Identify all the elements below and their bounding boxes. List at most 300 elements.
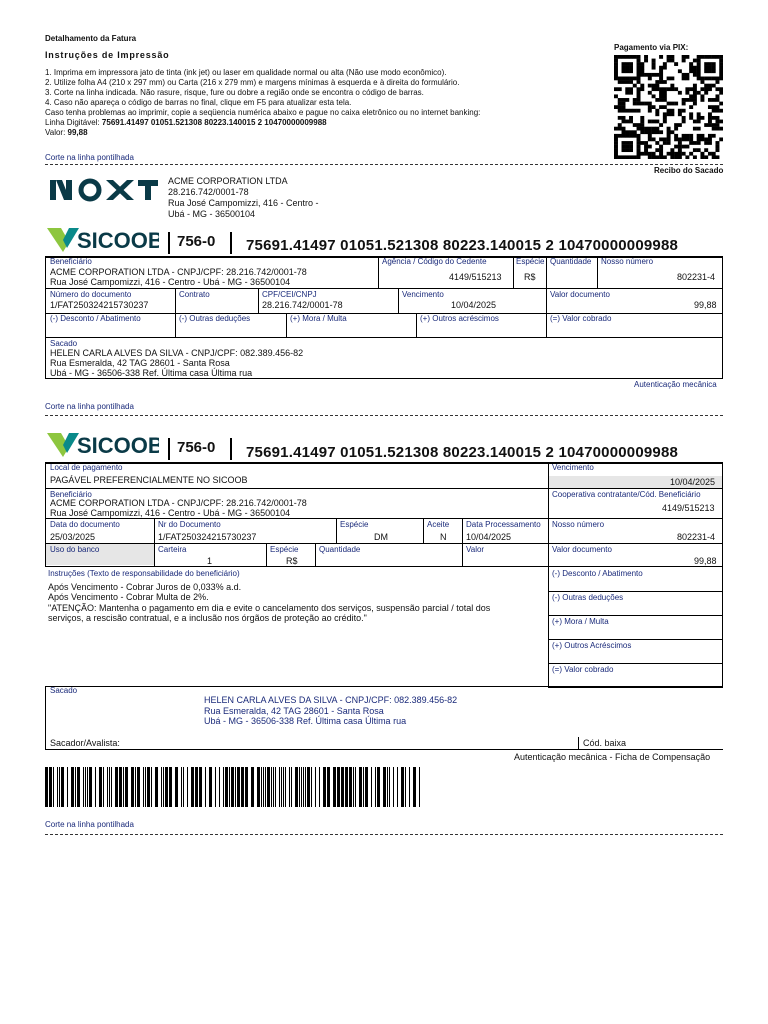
qr-module bbox=[629, 145, 633, 149]
qr-module bbox=[682, 145, 686, 149]
recibo-contrato-label: Contrato bbox=[179, 290, 210, 299]
qr-module bbox=[637, 77, 641, 81]
qr-module bbox=[629, 120, 633, 124]
qr-module bbox=[689, 134, 693, 138]
qr-module bbox=[670, 130, 674, 134]
barcode-bar bbox=[115, 767, 118, 807]
qr-module bbox=[644, 148, 648, 152]
qr-module bbox=[715, 123, 719, 127]
qr-module bbox=[682, 73, 686, 77]
barcode-bar bbox=[419, 767, 420, 807]
bank-name: SICOOB bbox=[77, 228, 159, 253]
qr-module bbox=[640, 116, 644, 120]
qr-module bbox=[637, 123, 641, 127]
barcode-bar bbox=[289, 767, 290, 807]
barcode-bar bbox=[389, 767, 390, 807]
barcode-bar bbox=[147, 767, 150, 807]
qr-module bbox=[625, 155, 629, 159]
qr-module bbox=[682, 116, 686, 120]
barcode-bar bbox=[99, 767, 102, 807]
qr-module bbox=[648, 130, 652, 134]
qr-module bbox=[697, 134, 701, 138]
barcode-bar bbox=[229, 767, 230, 807]
qr-module bbox=[659, 123, 663, 127]
qr-module bbox=[674, 145, 678, 149]
barcode-bar bbox=[223, 767, 224, 807]
qr-module bbox=[659, 80, 663, 84]
sicoob-logo bbox=[47, 431, 159, 464]
qr-module bbox=[640, 130, 644, 134]
recibo-outros-acrescimos-label: (+) Outros acréscimos bbox=[420, 314, 499, 323]
qr-module bbox=[622, 116, 626, 120]
cut-line bbox=[45, 164, 723, 165]
qr-module bbox=[640, 102, 644, 106]
qr-module bbox=[663, 155, 667, 159]
qr-module bbox=[678, 69, 682, 73]
ficha-local-label: Local de pagamento bbox=[50, 463, 123, 472]
qr-module bbox=[697, 73, 701, 77]
barcode-bar bbox=[333, 767, 336, 807]
qr-module bbox=[637, 152, 641, 156]
qr-module bbox=[659, 94, 663, 98]
barcode-bar bbox=[83, 767, 84, 807]
qr-module bbox=[618, 134, 622, 138]
qr-module bbox=[670, 102, 674, 106]
qr-module bbox=[614, 155, 618, 159]
recibo-autenticacao: Autenticação mecânica bbox=[634, 380, 717, 389]
qr-module bbox=[659, 98, 663, 102]
qr-module bbox=[614, 77, 618, 81]
qr-module bbox=[622, 141, 626, 145]
qr-module bbox=[614, 152, 618, 156]
qr-module bbox=[697, 112, 701, 116]
qr-module bbox=[648, 145, 652, 149]
qr-module bbox=[712, 55, 716, 59]
qr-module bbox=[637, 66, 641, 70]
qr-module bbox=[719, 73, 723, 77]
recibo-agencia-label: Agência / Código do Cedente bbox=[382, 257, 487, 266]
qr-module bbox=[618, 105, 622, 109]
qr-module bbox=[659, 155, 663, 159]
qr-module bbox=[719, 120, 723, 124]
qr-module bbox=[708, 55, 712, 59]
qr-module bbox=[689, 152, 693, 156]
qr-module bbox=[678, 155, 682, 159]
qr-module bbox=[648, 134, 652, 138]
qr-module bbox=[622, 77, 626, 81]
qr-module bbox=[685, 87, 689, 91]
barcode-bar bbox=[295, 767, 298, 807]
ficha-cod-baixa-label: Cód. baixa bbox=[583, 738, 627, 748]
qr-module bbox=[667, 141, 671, 145]
qr-module bbox=[633, 109, 637, 113]
qr-module bbox=[697, 59, 701, 63]
qr-module bbox=[659, 73, 663, 77]
qr-module bbox=[663, 94, 667, 98]
qr-module bbox=[652, 94, 656, 98]
qr-module bbox=[682, 55, 686, 59]
qr-module bbox=[655, 112, 659, 116]
ficha-carteira-value: 1 bbox=[207, 556, 213, 566]
qr-module bbox=[640, 62, 644, 66]
qr-module bbox=[704, 137, 708, 141]
qr-module bbox=[697, 120, 701, 124]
barcode-bar bbox=[161, 767, 162, 807]
barcode-bar bbox=[125, 767, 128, 807]
qr-module bbox=[640, 120, 644, 124]
linha-digitavel[interactable]: 75691.41497 01051.521308 80223.140015 2 10470000009988 bbox=[246, 237, 679, 254]
ficha-data-doc-value: 25/03/2025 bbox=[50, 532, 96, 542]
qr-module bbox=[719, 66, 723, 70]
qr-module bbox=[622, 134, 626, 138]
qr-module bbox=[712, 98, 716, 102]
qr-module bbox=[708, 62, 712, 66]
recibo-sacado-line2: Rua Esmeralda, 42 TAG 28601 - Santa Rosa bbox=[50, 358, 230, 368]
qr-module bbox=[689, 87, 693, 91]
qr-module bbox=[697, 127, 701, 131]
recibo-valor-doc-value: 99,88 bbox=[694, 300, 717, 310]
barcode-bar bbox=[261, 767, 262, 807]
qr-module bbox=[693, 98, 697, 102]
qr-module bbox=[667, 134, 671, 138]
qr-module bbox=[663, 62, 667, 66]
qr-module bbox=[719, 127, 723, 131]
qr-module bbox=[712, 62, 716, 66]
qr-module bbox=[614, 55, 618, 59]
ficha-mora-label: (+) Mora / Multa bbox=[552, 617, 609, 626]
recibo-agencia-value: 4149/515213 bbox=[449, 272, 502, 282]
qr-module bbox=[648, 120, 652, 124]
linha-digitavel[interactable]: 75691.41497 01051.521308 80223.140015 2 10470000009988 bbox=[246, 444, 679, 461]
ficha-uso-banco-label: Uso do banco bbox=[50, 545, 100, 554]
qr-module bbox=[629, 66, 633, 70]
qr-module bbox=[622, 69, 626, 73]
qr-module bbox=[652, 127, 656, 131]
recibo-numero-doc-label: Número do documento bbox=[50, 290, 132, 299]
qr-module bbox=[704, 155, 708, 159]
qr-module bbox=[693, 87, 697, 91]
barcode-bar bbox=[401, 767, 404, 807]
qr-module bbox=[708, 116, 712, 120]
qr-module bbox=[648, 84, 652, 88]
qr-module bbox=[678, 145, 682, 149]
recibo-beneficiario-line2: Rua José Campomizzi, 416 - Centro - Ubá - MG - 36500104 bbox=[50, 277, 291, 287]
recibo-beneficiario-line1: ACME CORPORATION LTDA - CNPJ/CPF: 28.216.742/0001-78 bbox=[50, 267, 307, 277]
barcode-bar bbox=[279, 767, 280, 807]
qr-module bbox=[697, 66, 701, 70]
qr-module bbox=[674, 137, 678, 141]
qr-module bbox=[625, 66, 629, 70]
qr-module bbox=[633, 134, 637, 138]
qr-module bbox=[648, 155, 652, 159]
qr-module bbox=[648, 137, 652, 141]
barcode-bar bbox=[319, 767, 320, 807]
qr-module bbox=[719, 87, 723, 91]
barcode-bar bbox=[53, 767, 54, 807]
qr-module bbox=[633, 98, 637, 102]
barcode-bar bbox=[311, 767, 312, 807]
qr-module bbox=[629, 91, 633, 95]
ficha-valor-label: Valor bbox=[466, 545, 485, 554]
recibo-especie-label: Espécie bbox=[516, 257, 545, 266]
barcode-bar bbox=[365, 767, 368, 807]
qr-module bbox=[625, 145, 629, 149]
barcode-bar bbox=[355, 767, 356, 807]
qr-module bbox=[614, 145, 618, 149]
qr-module bbox=[625, 55, 629, 59]
qr-module bbox=[697, 77, 701, 81]
company-info bbox=[168, 176, 319, 220]
company-address: Rua José Campomizzi, 416 - Centro - bbox=[168, 198, 319, 208]
qr-module bbox=[719, 102, 723, 106]
barcode-bar bbox=[89, 767, 92, 807]
qr-module bbox=[708, 105, 712, 109]
barcode-bar bbox=[353, 767, 354, 807]
qr-module bbox=[625, 87, 629, 91]
qr-module bbox=[655, 73, 659, 77]
qr-module bbox=[622, 130, 626, 134]
barcode-bar bbox=[327, 767, 330, 807]
qr-module bbox=[682, 120, 686, 124]
qr-module bbox=[667, 130, 671, 134]
qr-module bbox=[622, 80, 626, 84]
qr-module bbox=[678, 148, 682, 152]
page-title: Detalhamento da Fatura bbox=[45, 34, 137, 43]
qr-module bbox=[704, 84, 708, 88]
qr-module bbox=[708, 120, 712, 124]
pix-qr-code[interactable] bbox=[614, 55, 723, 159]
qr-module bbox=[618, 155, 622, 159]
qr-module bbox=[614, 62, 618, 66]
qr-module bbox=[667, 152, 671, 156]
qr-module bbox=[685, 73, 689, 77]
qr-module bbox=[644, 102, 648, 106]
qr-module bbox=[712, 123, 716, 127]
ficha-data-proc-label: Data Processamento bbox=[466, 520, 541, 529]
qr-module bbox=[678, 152, 682, 156]
qr-module bbox=[689, 105, 693, 109]
qr-module bbox=[629, 148, 633, 152]
qr-module bbox=[700, 87, 704, 91]
qr-module bbox=[625, 69, 629, 73]
barcode-bar bbox=[345, 767, 348, 807]
qr-module bbox=[622, 155, 626, 159]
qr-module bbox=[652, 130, 656, 134]
qr-module bbox=[614, 141, 618, 145]
qr-module bbox=[637, 94, 641, 98]
barcode-bar bbox=[263, 767, 264, 807]
qr-module bbox=[689, 116, 693, 120]
qr-module bbox=[637, 148, 641, 152]
qr-module bbox=[685, 55, 689, 59]
qr-module bbox=[704, 148, 708, 152]
barcode-bar bbox=[377, 767, 380, 807]
qr-module bbox=[693, 69, 697, 73]
qr-module bbox=[622, 62, 626, 66]
qr-module bbox=[670, 112, 674, 116]
barcode-bar bbox=[199, 767, 202, 807]
qr-module bbox=[614, 137, 618, 141]
qr-module bbox=[712, 152, 716, 156]
qr-module bbox=[712, 66, 716, 70]
qr-module bbox=[659, 66, 663, 70]
barcode-bar bbox=[151, 767, 152, 807]
ficha-local-value: PAGÁVEL PREFERENCIALMENTE NO SICOOB bbox=[50, 475, 248, 485]
qr-module bbox=[640, 87, 644, 91]
barcode-bar bbox=[103, 767, 104, 807]
qr-module bbox=[708, 84, 712, 88]
qr-module bbox=[712, 155, 716, 159]
bank-code: 756-0 bbox=[177, 439, 216, 456]
qr-module bbox=[640, 84, 644, 88]
qr-module bbox=[682, 98, 686, 102]
ficha-desconto-label: (-) Desconto / Abatimento bbox=[552, 569, 643, 578]
qr-module bbox=[629, 109, 633, 113]
company-name: ACME CORPORATION LTDA bbox=[168, 176, 288, 186]
barcode-bar bbox=[231, 767, 234, 807]
barcode-bar bbox=[409, 767, 410, 807]
qr-module bbox=[655, 148, 659, 152]
qr-module bbox=[637, 80, 641, 84]
qr-module bbox=[670, 59, 674, 63]
qr-module bbox=[697, 69, 701, 73]
qr-module bbox=[637, 73, 641, 77]
qr-module bbox=[640, 66, 644, 70]
barcode-bar bbox=[301, 767, 302, 807]
company-cnpj: 28.216.742/0001-78 bbox=[168, 187, 249, 197]
qr-module bbox=[652, 155, 656, 159]
barcode-bar bbox=[187, 767, 188, 807]
qr-module bbox=[685, 155, 689, 159]
qr-module bbox=[708, 152, 712, 156]
barcode-bar bbox=[303, 767, 304, 807]
qr-module bbox=[644, 55, 648, 59]
qr-module bbox=[719, 62, 723, 66]
qr-module bbox=[708, 112, 712, 116]
qr-module bbox=[622, 55, 626, 59]
ficha-vencimento-value: 10/04/2025 bbox=[670, 477, 716, 487]
qr-module bbox=[667, 59, 671, 63]
qr-module bbox=[655, 141, 659, 145]
barcode-bar bbox=[383, 767, 386, 807]
qr-module bbox=[629, 116, 633, 120]
recibo-cpf-label: CPF/CEI/CNPJ bbox=[262, 290, 317, 299]
qr-module bbox=[637, 69, 641, 73]
qr-module bbox=[712, 84, 716, 88]
barcode-bar bbox=[111, 767, 112, 807]
ficha-beneficiario-line1: ACME CORPORATION LTDA - CNPJ/CPF: 28.216.742/0001-78 bbox=[50, 498, 307, 508]
barcode-bar bbox=[209, 767, 212, 807]
barcode-bar bbox=[371, 767, 372, 807]
recibo-valor-cobrado-label: (=) Valor cobrado bbox=[550, 314, 612, 323]
qr-module bbox=[697, 148, 701, 152]
barcode-bar bbox=[291, 767, 292, 807]
qr-module bbox=[644, 145, 648, 149]
qr-module bbox=[640, 141, 644, 145]
ficha-instrucao: Após Vencimento - Cobrar Multa de 2%. bbox=[48, 592, 209, 602]
qr-module bbox=[685, 98, 689, 102]
cut-label: Corte na linha pontilhada bbox=[45, 402, 134, 411]
qr-module bbox=[689, 141, 693, 145]
qr-module bbox=[622, 127, 626, 131]
qr-module bbox=[629, 141, 633, 145]
qr-module bbox=[674, 102, 678, 106]
qr-module bbox=[644, 152, 648, 156]
barcode-bar bbox=[181, 767, 182, 807]
qr-module bbox=[659, 152, 663, 156]
qr-module bbox=[655, 120, 659, 124]
ficha-outras-deducoes-label: (-) Outras deduções bbox=[552, 593, 624, 602]
barcode-bar bbox=[315, 767, 316, 807]
qr-module bbox=[663, 116, 667, 120]
ficha-beneficiario-line2: Rua José Campomizzi, 416 - Centro - Ubá - MG - 36500104 bbox=[50, 508, 291, 518]
qr-module bbox=[644, 127, 648, 131]
qr-module bbox=[715, 55, 719, 59]
qr-module bbox=[708, 98, 712, 102]
ficha-especie-value: DM bbox=[374, 532, 388, 542]
qr-module bbox=[625, 148, 629, 152]
qr-module bbox=[625, 134, 629, 138]
qr-module bbox=[655, 98, 659, 102]
qr-module bbox=[655, 127, 659, 131]
qr-module bbox=[618, 116, 622, 120]
qr-module bbox=[625, 91, 629, 95]
qr-module bbox=[640, 123, 644, 127]
ficha-aceite-value: N bbox=[440, 532, 447, 542]
barcode-bar bbox=[45, 767, 48, 807]
ficha-data-proc-value: 10/04/2025 bbox=[466, 532, 512, 542]
ficha-beneficiario-label: Beneficiário bbox=[50, 490, 92, 499]
qr-module bbox=[629, 77, 633, 81]
qr-module bbox=[652, 105, 656, 109]
company-city: Ubá - MG - 36500104 bbox=[168, 209, 256, 219]
qr-module bbox=[637, 62, 641, 66]
qr-module bbox=[648, 73, 652, 77]
ficha-especie-label: Espécie bbox=[340, 520, 369, 529]
qr-module bbox=[704, 123, 708, 127]
qr-module bbox=[719, 137, 723, 141]
barcode-bar bbox=[169, 767, 172, 807]
qr-module bbox=[708, 141, 712, 145]
barcode-bar bbox=[265, 767, 266, 807]
qr-module bbox=[682, 109, 686, 113]
qr-module bbox=[655, 84, 659, 88]
barcode-bar bbox=[219, 767, 220, 807]
qr-module bbox=[637, 145, 641, 149]
qr-module bbox=[700, 55, 704, 59]
qr-module bbox=[648, 152, 652, 156]
qr-module bbox=[693, 84, 697, 88]
qr-module bbox=[682, 77, 686, 81]
qr-module bbox=[708, 69, 712, 73]
barcode-bar bbox=[275, 767, 276, 807]
qr-module bbox=[648, 127, 652, 131]
barcode-bar bbox=[67, 767, 68, 807]
qr-module bbox=[652, 120, 656, 124]
qr-module bbox=[648, 91, 652, 95]
barcode-bar bbox=[387, 767, 388, 807]
recibo-beneficiario-label: Beneficiário bbox=[50, 257, 92, 266]
barcode-bar bbox=[61, 767, 64, 807]
ficha-carteira-label: Carteira bbox=[158, 545, 187, 554]
qr-module bbox=[637, 98, 641, 102]
recibo-desconto-label: (-) Desconto / Abatimento bbox=[50, 314, 141, 323]
qr-module bbox=[659, 130, 663, 134]
qr-module bbox=[700, 77, 704, 81]
barcode[interactable] bbox=[45, 767, 423, 807]
qr-module bbox=[685, 137, 689, 141]
qr-module bbox=[659, 145, 663, 149]
